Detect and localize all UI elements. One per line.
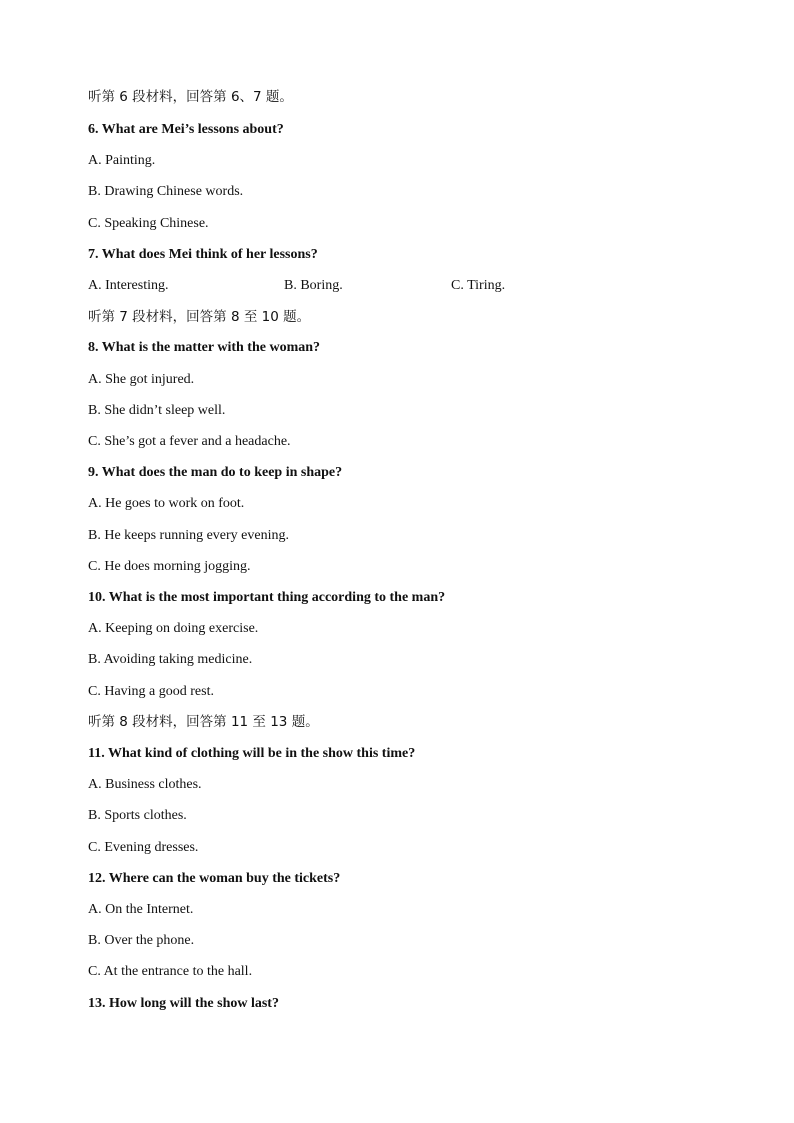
question-6-option-c: C. Speaking Chinese. [88, 216, 209, 231]
question-10-option-b: B. Avoiding taking medicine. [88, 652, 253, 667]
question-10-option-c: C. Having a good rest. [88, 684, 214, 699]
question-13: 13. How long will the show last? [88, 996, 279, 1011]
question-8-option-b: B. She didn’t sleep well. [88, 403, 226, 418]
question-12: 12. Where can the woman buy the tickets? [88, 871, 341, 886]
section-heading-7: 听第 7 段材料，回答第 8 至 10 题。 [88, 309, 311, 325]
question-9-option-a: A. He goes to work on foot. [88, 496, 245, 511]
question-7: 7. What does Mei think of her lessons? [88, 247, 318, 262]
question-6-option-a: A. Painting. [88, 153, 156, 168]
section-heading-6: 听第 6 段材料，回答第 6、7 题。 [88, 89, 293, 105]
question-12-option-b: B. Over the phone. [88, 933, 195, 948]
question-7-option-b: B. Boring. [284, 278, 343, 293]
question-8: 8. What is the matter with the woman? [88, 340, 321, 355]
question-6-option-b: B. Drawing Chinese words. [88, 184, 244, 199]
question-12-option-a: A. On the Internet. [88, 902, 194, 917]
question-11-option-c: C. Evening dresses. [88, 840, 199, 855]
section-heading-8: 听第 8 段材料，回答第 11 至 13 题。 [88, 714, 319, 730]
question-8-option-c: C. She’s got a fever and a headache. [88, 434, 291, 449]
question-7-option-a: A. Interesting. [88, 278, 169, 293]
question-11-option-b: B. Sports clothes. [88, 808, 187, 823]
question-9-option-c: C. He does morning jogging. [88, 559, 251, 574]
question-6: 6. What are Mei’s lessons about? [88, 122, 284, 137]
question-8-option-a: A. She got injured. [88, 372, 195, 387]
question-11: 11. What kind of clothing will be in the show this time? [88, 746, 416, 761]
question-7-option-c: C. Tiring. [451, 278, 506, 293]
question-10: 10. What is the most important thing according to the man? [88, 590, 446, 605]
question-9: 9. What does the man do to keep in shape? [88, 465, 343, 480]
question-9-option-b: B. He keeps running every evening. [88, 528, 289, 543]
question-12-option-c: C. At the entrance to the hall. [88, 964, 253, 979]
question-10-option-a: A. Keeping on doing exercise. [88, 621, 259, 636]
question-11-option-a: A. Business clothes. [88, 777, 202, 792]
